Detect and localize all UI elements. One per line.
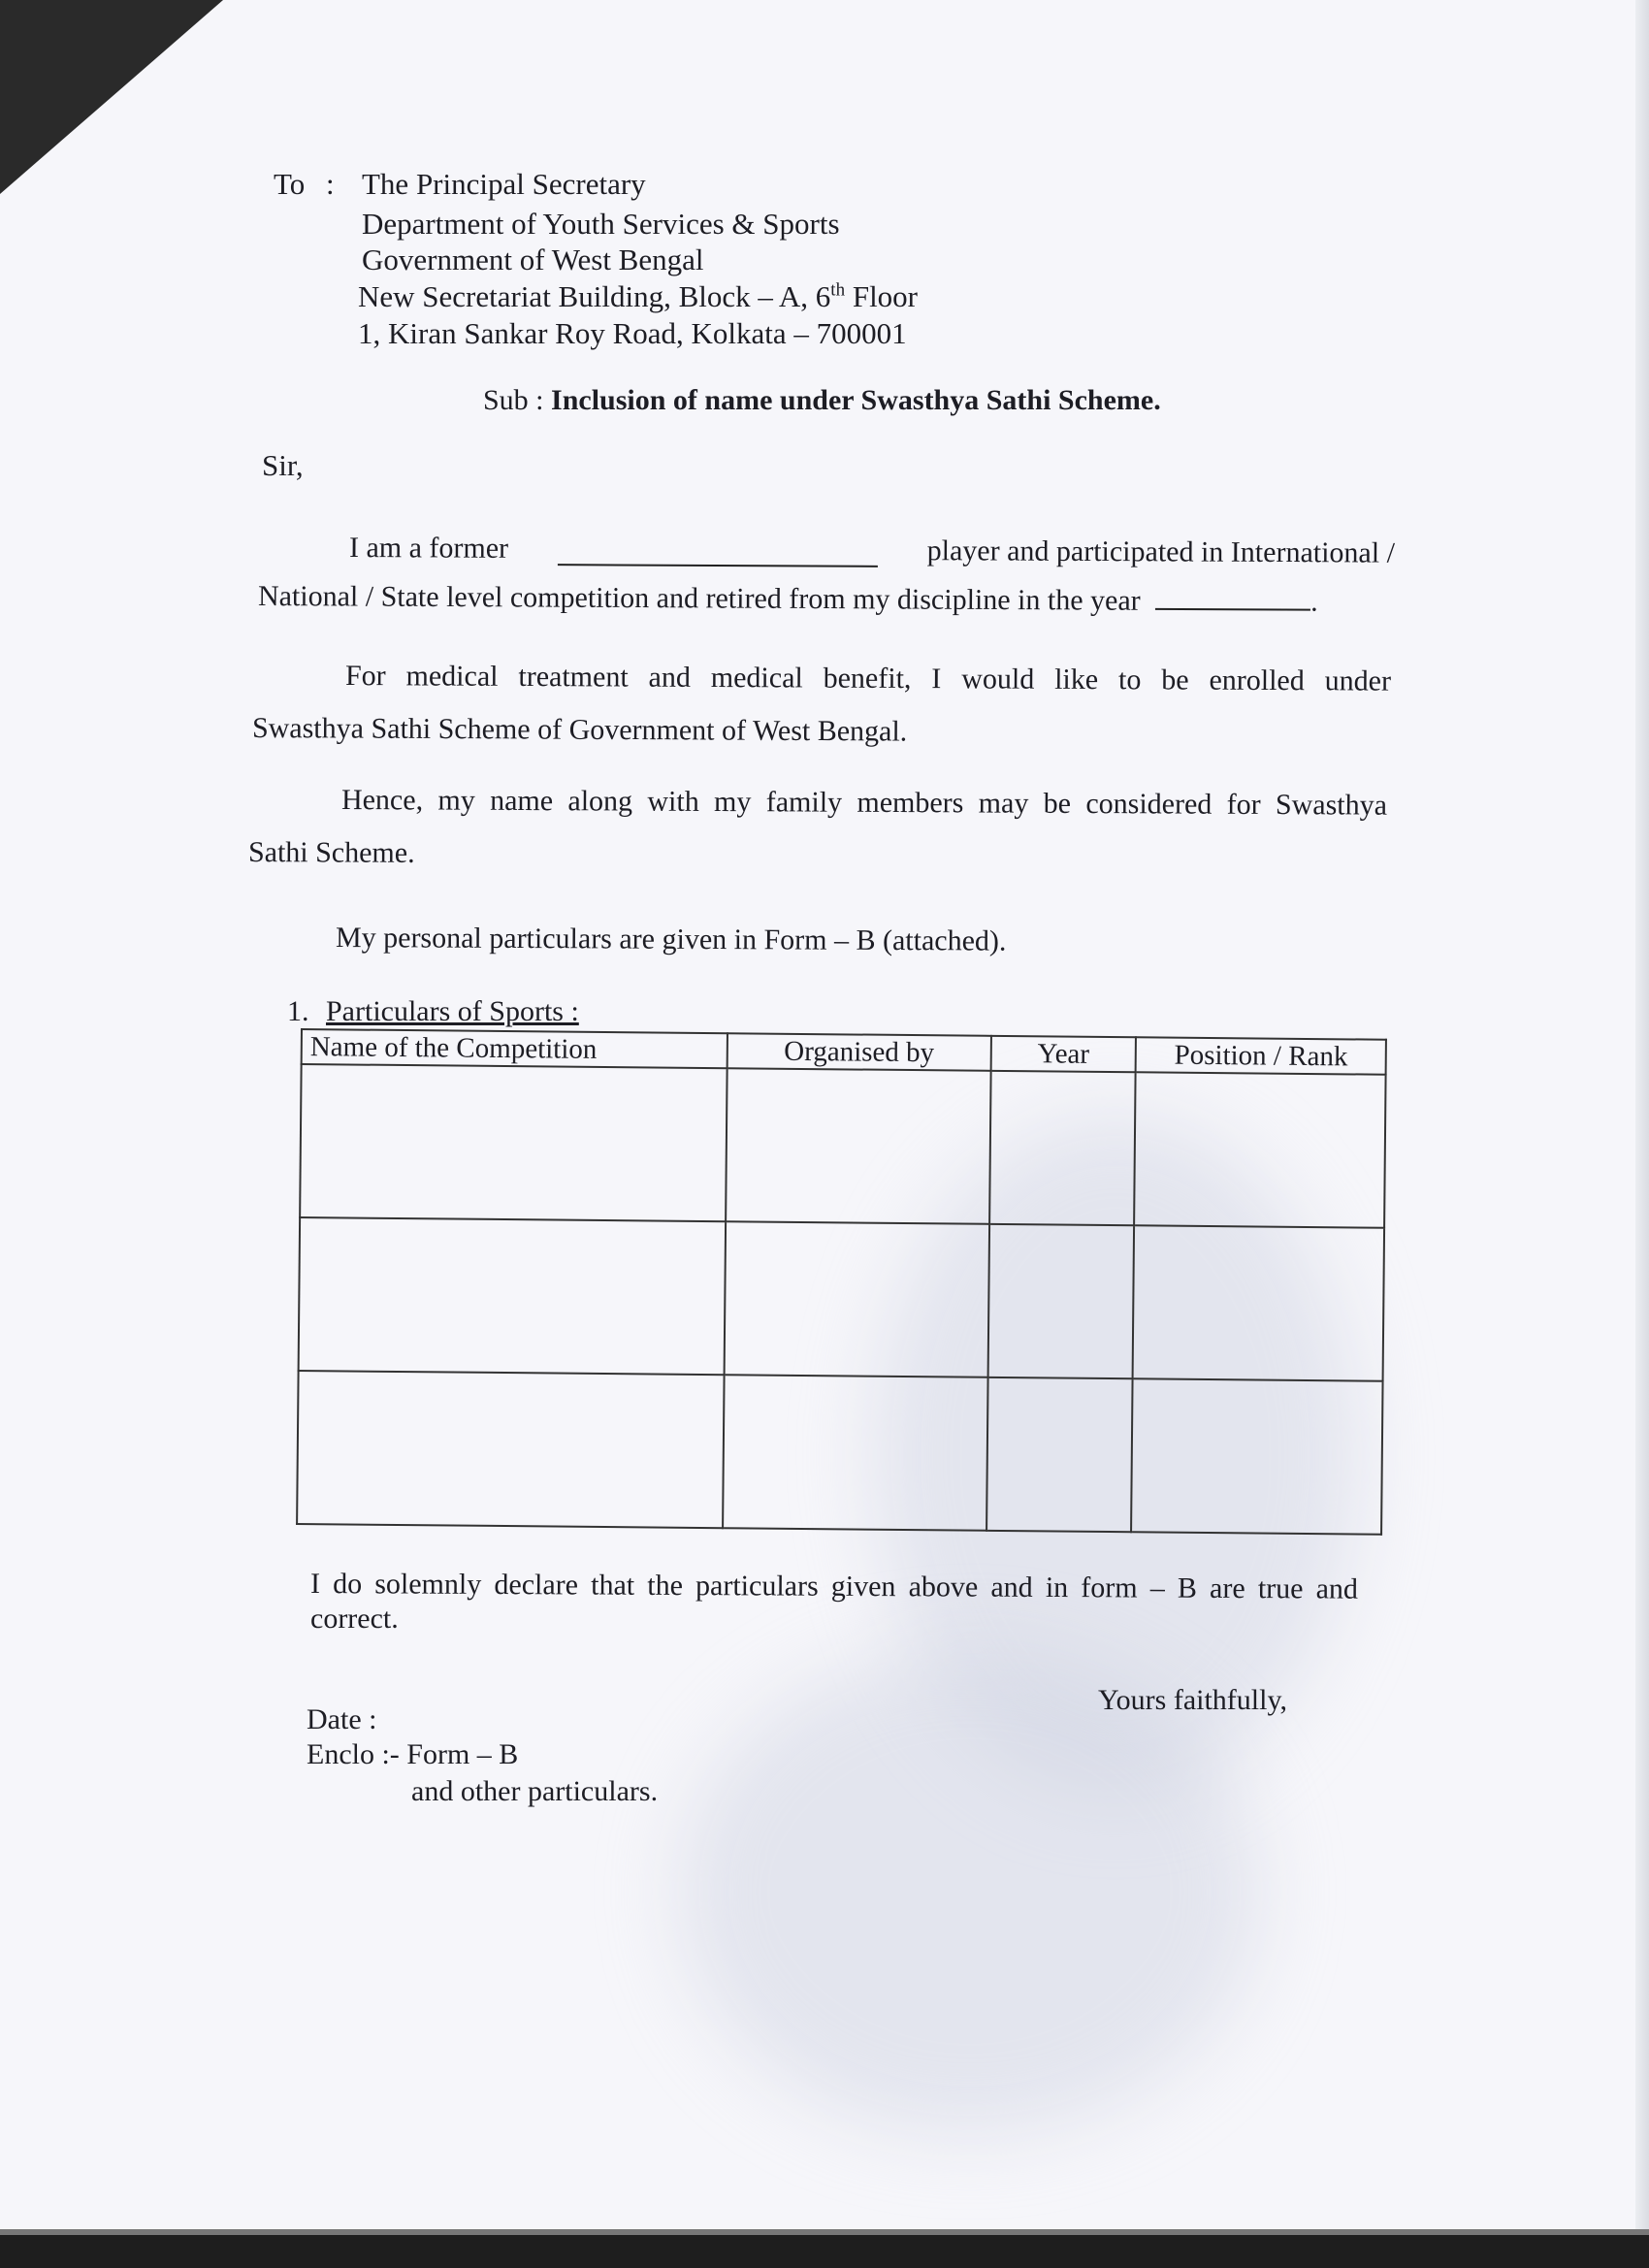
- address-line: The Principal Secretary: [362, 167, 646, 201]
- para1-text-c: National / State level competition and retired from my discipline in the year: [257, 580, 1141, 617]
- header-year: Year: [990, 1036, 1136, 1072]
- sport-name-blank[interactable]: [558, 533, 878, 567]
- section-1-heading: [287, 995, 579, 1028]
- section-title: Particulars of Sports :: [326, 995, 579, 1027]
- page-fold-corner: [0, 0, 223, 194]
- scan-smudge: [679, 1649, 1261, 2134]
- declaration-line-2: correct.: [310, 1603, 399, 1635]
- paragraph-1-line-2: [258, 580, 1318, 619]
- paragraph-2-line-2: Swasthya Sathi Scheme of Government of West Bengal.: [251, 712, 908, 748]
- to-label: To: [274, 167, 306, 201]
- paragraph-3-line-1: Hence, my name along with my family members may be considered for Swasthya: [340, 784, 1388, 822]
- sports-particulars-table: [296, 1028, 1387, 1536]
- paragraph-3-line-2: Sathi Scheme.: [247, 836, 415, 869]
- para1-text-b: player and participated in International /: [926, 535, 1396, 569]
- subject-text: Inclusion of name under Swasthya Sathi Scheme.: [551, 384, 1161, 416]
- section-number: 1.: [287, 995, 309, 1027]
- table-cell[interactable]: [723, 1375, 987, 1531]
- table-cell[interactable]: [1131, 1378, 1382, 1534]
- address-line: [358, 279, 918, 314]
- table-cell[interactable]: [300, 1064, 728, 1221]
- table-cell[interactable]: [297, 1371, 725, 1528]
- paragraph-2-line-1: For medical treatment and medical benefit, I would like to be enrolled under: [344, 660, 1392, 697]
- declaration-line-1: I do solemnly declare that the particulars given above and in form – B are true and: [309, 1568, 1359, 1605]
- table-row: [297, 1371, 1382, 1535]
- floor-superscript: th: [830, 279, 846, 301]
- table-cell[interactable]: [987, 1224, 1134, 1378]
- enclosure-label: Enclo :- Form – B: [307, 1738, 519, 1770]
- address-line: Department of Youth Services & Sports: [362, 207, 840, 241]
- table-cell[interactable]: [725, 1221, 989, 1377]
- salutation: Sir,: [262, 448, 304, 482]
- table-cell[interactable]: [1133, 1225, 1384, 1380]
- para1-text-a: I am a former: [348, 532, 509, 565]
- date-label: Date :: [307, 1703, 377, 1735]
- table-cell[interactable]: [989, 1071, 1136, 1225]
- paragraph-1-line-1: [349, 532, 1395, 570]
- table-row: [299, 1217, 1384, 1381]
- enclosure-other: and other particulars.: [411, 1775, 659, 1807]
- table-cell[interactable]: [299, 1217, 727, 1375]
- address-floor: Floor: [845, 279, 919, 313]
- sports-table-container: [296, 1028, 1387, 1536]
- address-line: 1, Kiran Sankar Roy Road, Kolkata – 700001: [358, 316, 907, 350]
- para1-text-end: .: [1310, 585, 1318, 618]
- table-cell[interactable]: [986, 1377, 1133, 1532]
- table-row: [300, 1064, 1385, 1228]
- table-cell[interactable]: [726, 1068, 990, 1224]
- retirement-year-blank[interactable]: [1155, 608, 1310, 611]
- subject-line: [483, 384, 1161, 417]
- address-line: Government of West Bengal: [362, 243, 704, 276]
- page-edge: [1635, 0, 1649, 2229]
- subject-prefix: Sub :: [483, 384, 544, 416]
- table-cell[interactable]: [1135, 1072, 1386, 1227]
- paragraph-4: My personal particulars are given in Form – B (attached).: [335, 922, 1007, 957]
- header-competition-name: Name of the Competition: [302, 1029, 728, 1068]
- address-building: New Secretariat Building, Block – A, 6: [358, 279, 831, 313]
- scanner-edge: [0, 2229, 1649, 2268]
- to-colon: :: [326, 167, 335, 201]
- closing-yours-faithfully: Yours faithfully,: [1098, 1684, 1288, 1716]
- header-organised-by: Organised by: [728, 1033, 991, 1071]
- header-position-rank: Position / Rank: [1136, 1037, 1386, 1074]
